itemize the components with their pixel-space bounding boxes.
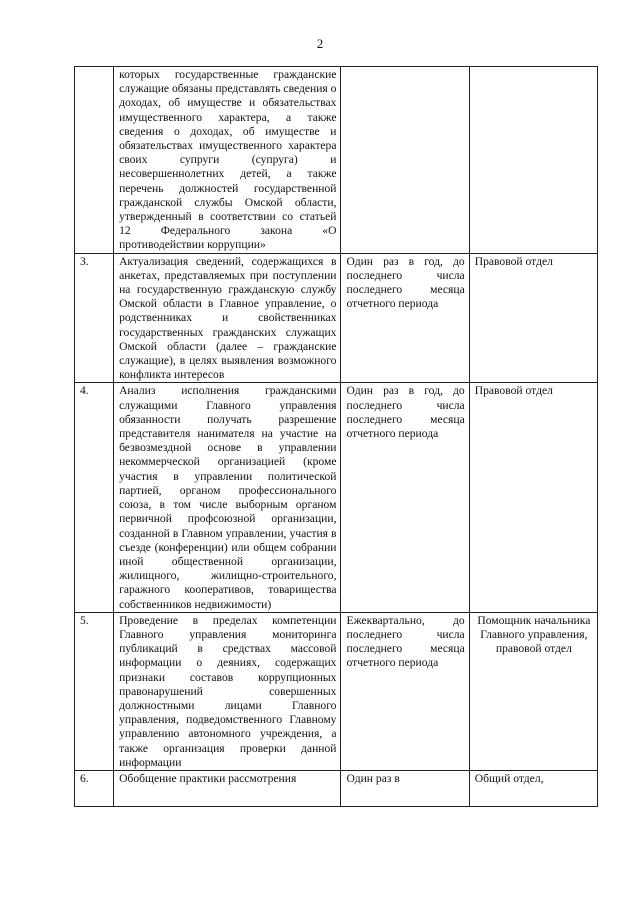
row-number: 4. — [75, 383, 114, 612]
row-term: Один раз в год, до последнего числа последнего месяца отчетного периода — [341, 383, 469, 612]
page-number: 2 — [316, 36, 324, 51]
row-action: Проведение в пределах компетенции Главного управления мониторинга публикаций в средствах массовой информации о деяниях, содержащих признаки составов коррупционных правонарушений совершенных должностными лицами Главного управления, подведомственного Главному управлению автономного учреждения, а также организация проверки данной информации — [114, 612, 341, 770]
row-term — [341, 67, 469, 254]
row-responsible: Правовой отдел — [469, 253, 597, 383]
table-row — [75, 67, 598, 254]
row-number: 3. — [75, 253, 114, 383]
table-row — [75, 612, 598, 770]
row-term: Один раз в — [341, 770, 469, 806]
row-action: Обобщение практики рассмотрения — [114, 770, 341, 806]
measures-table — [74, 66, 598, 807]
row-action: Актуализация сведений, содержащихся в анкетах, представляемых при поступлении на государственную гражданскую службу Омской области в Главное управление, о родственниках и свойственниках государственных гражданских служащих Омской области (далее – гражданские служащие), в целях выявления возможного конфликта интересов — [114, 253, 341, 383]
table-row — [75, 770, 598, 806]
row-action: Анализ исполнения гражданскими служащими Главного управления обязанности получать разрешение представителя нанимателя на участие на безвозмездной основе в управлении некоммерческой организацией (кроме участия в управлении политической партией, органом профессионального союза, в том числе выборным органом первичной профсоюзной организации, созданной в Главном управлении, участия в съезде (конференции) или общем собрании иной общественной организации, жилищного, жилищно-строительного, гаражного кооперативов, товарищества собственников недвижимости) — [114, 383, 341, 612]
table-row — [75, 253, 598, 383]
row-number: 5. — [75, 612, 114, 770]
table-row — [75, 383, 598, 612]
row-number: 6. — [75, 770, 114, 806]
row-responsible — [469, 67, 597, 254]
row-responsible: Помощник начальника Главного управления, правовой отдел — [469, 612, 597, 770]
row-term: Ежеквартально, до последнего числа последнего месяца отчетного периода — [341, 612, 469, 770]
row-responsible: Правовой отдел — [469, 383, 597, 612]
row-responsible: Общий отдел, — [469, 770, 597, 806]
row-number — [75, 67, 114, 254]
row-term: Один раз в год, до последнего числа последнего месяца отчетного периода — [341, 253, 469, 383]
row-action: которых государственные гражданские служащие обязаны представлять сведения о доходах, об имуществе и обязательствах имущественного характера, а также сведения о доходах, об имуществе и обязательствах имущественного характера своих супруги (супруга) и несовершеннолетних детей, а также перечень должностей государственной гражданской службы Омской области, утвержденный в соответствии со статьей 12 Федерального закона «О противодействии коррупции» — [114, 67, 341, 254]
